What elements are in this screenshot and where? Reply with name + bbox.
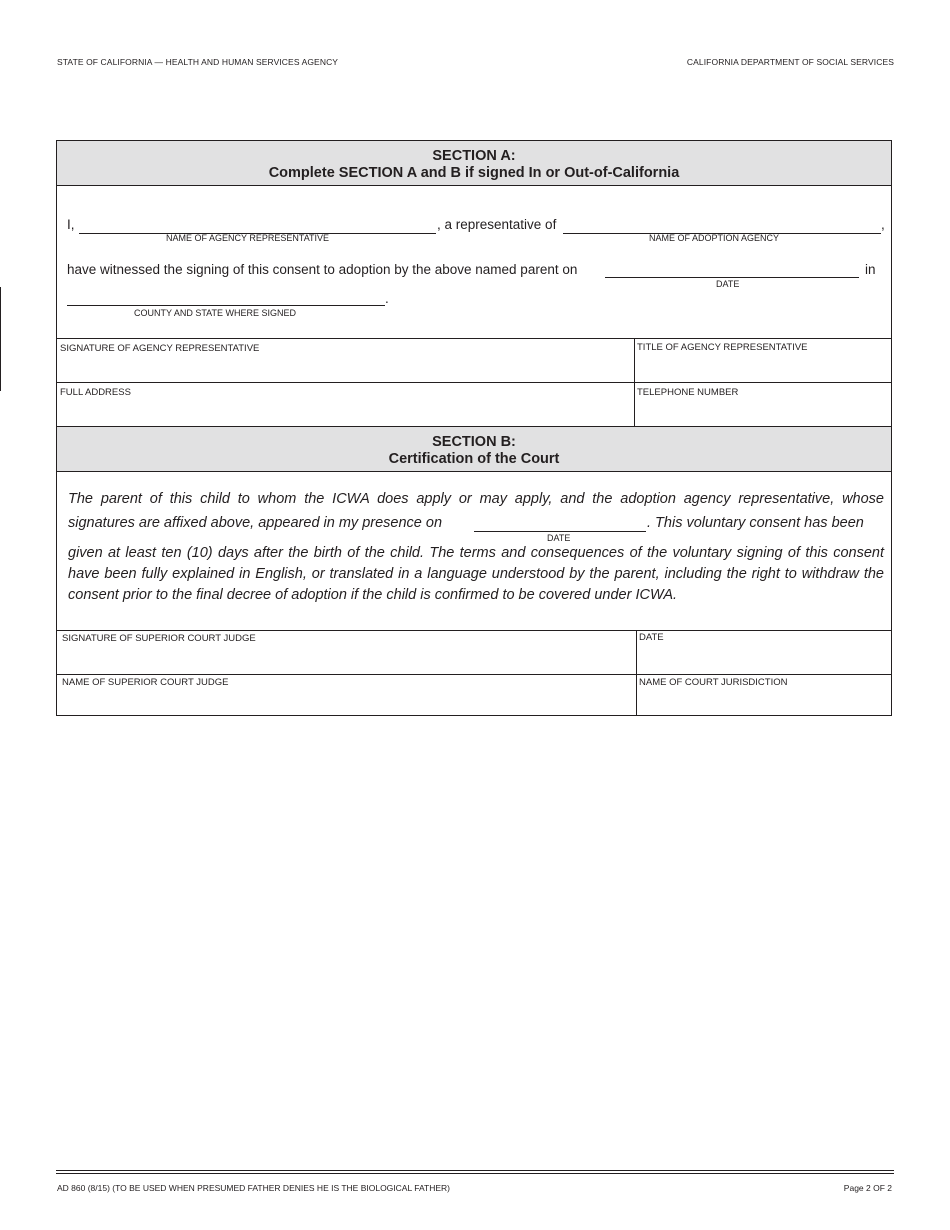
- county-state-field[interactable]: [67, 305, 385, 306]
- section-a-title: SECTION A:: [432, 148, 516, 164]
- certification-paragraph: given at least ten (10) days after the birth of the child. The terms and consequences of the voluntary signing of this consent have been fully explained in English, or translated in a language understood by the parent, including the right to withdraw the consent prior to the final decree of adoption if the child is confirmed to be covered under ICWA.: [68, 545, 884, 603]
- court-jurisdiction-field[interactable]: [637, 675, 891, 715]
- certification-line-2b: . This voluntary consent has been: [647, 515, 864, 531]
- title-agency-representative-field[interactable]: [635, 339, 891, 382]
- margin-mark: [0, 287, 1, 391]
- caption-date: DATE: [716, 279, 740, 289]
- caption-court-date: DATE: [547, 533, 571, 543]
- footer-rule: [56, 1170, 894, 1171]
- judge-name-field[interactable]: [57, 675, 636, 715]
- telephone-number-field[interactable]: [635, 383, 891, 426]
- section-b-header: [57, 426, 891, 472]
- line3-suffix: .: [385, 291, 389, 306]
- title-agency-representative-label: TITLE OF AGENCY REPRESENTATIVE: [637, 342, 808, 353]
- court-jurisdiction-label: NAME OF COURT JURISDICTION: [639, 677, 788, 688]
- form-number: AD 860 (8/15) (TO BE USED WHEN PRESUMED FATHER DENIES HE IS THE BIOLOGICAL FATHER): [57, 1183, 450, 1193]
- certification-line-1: The parent of this child to whom the ICWA does apply or may apply, and the adoption agency representative, whose: [68, 491, 884, 507]
- line1-middle: , a representative of: [437, 217, 557, 232]
- line2-suffix: in: [865, 262, 876, 277]
- caption-agency-representative: NAME OF AGENCY REPRESENTATIVE: [166, 233, 330, 243]
- page-number: Page 2 OF 2: [843, 1183, 892, 1193]
- footer-rule: [56, 1173, 894, 1174]
- witness-statement: have witnessed the signing of this consent to adoption by the above named parent on: [67, 262, 578, 277]
- signature-agency-representative-field[interactable]: [57, 339, 634, 382]
- consent-form: [56, 140, 892, 716]
- signature-judge-field[interactable]: [57, 631, 636, 674]
- section-b-subtitle: Certification of the Court: [388, 451, 560, 467]
- signature-judge-label: SIGNATURE OF SUPERIOR COURT JUDGE: [62, 633, 256, 644]
- witness-date-field[interactable]: [605, 277, 859, 278]
- court-date-field[interactable]: [637, 631, 891, 674]
- certification-line-2a: signatures are affixed above, appeared in my presence on: [68, 515, 443, 531]
- caption-county-state: COUNTY AND STATE WHERE SIGNED: [134, 308, 297, 318]
- section-a-subtitle: Complete SECTION A and B if signed In or Out-of-California: [268, 165, 680, 181]
- telephone-number-label: TELEPHONE NUMBER: [637, 387, 739, 398]
- signature-agency-representative-label: SIGNATURE OF AGENCY REPRESENTATIVE: [60, 343, 260, 354]
- header-agency: STATE OF CALIFORNIA — HEALTH AND HUMAN SERVICES AGENCY: [57, 57, 339, 67]
- full-address-field[interactable]: [57, 383, 634, 426]
- line1-prefix: I,: [67, 217, 75, 232]
- header-department: CALIFORNIA DEPARTMENT OF SOCIAL SERVICES: [686, 57, 894, 67]
- section-b-title: SECTION B:: [432, 434, 516, 450]
- full-address-label: FULL ADDRESS: [60, 387, 131, 398]
- court-appearance-date-field[interactable]: [474, 531, 646, 532]
- section-a-header: [57, 141, 891, 186]
- judge-name-label: NAME OF SUPERIOR COURT JUDGE: [62, 677, 229, 688]
- line1-suffix: ,: [881, 217, 885, 232]
- court-date-label: DATE: [639, 632, 664, 643]
- caption-adoption-agency: NAME OF ADOPTION AGENCY: [649, 233, 780, 243]
